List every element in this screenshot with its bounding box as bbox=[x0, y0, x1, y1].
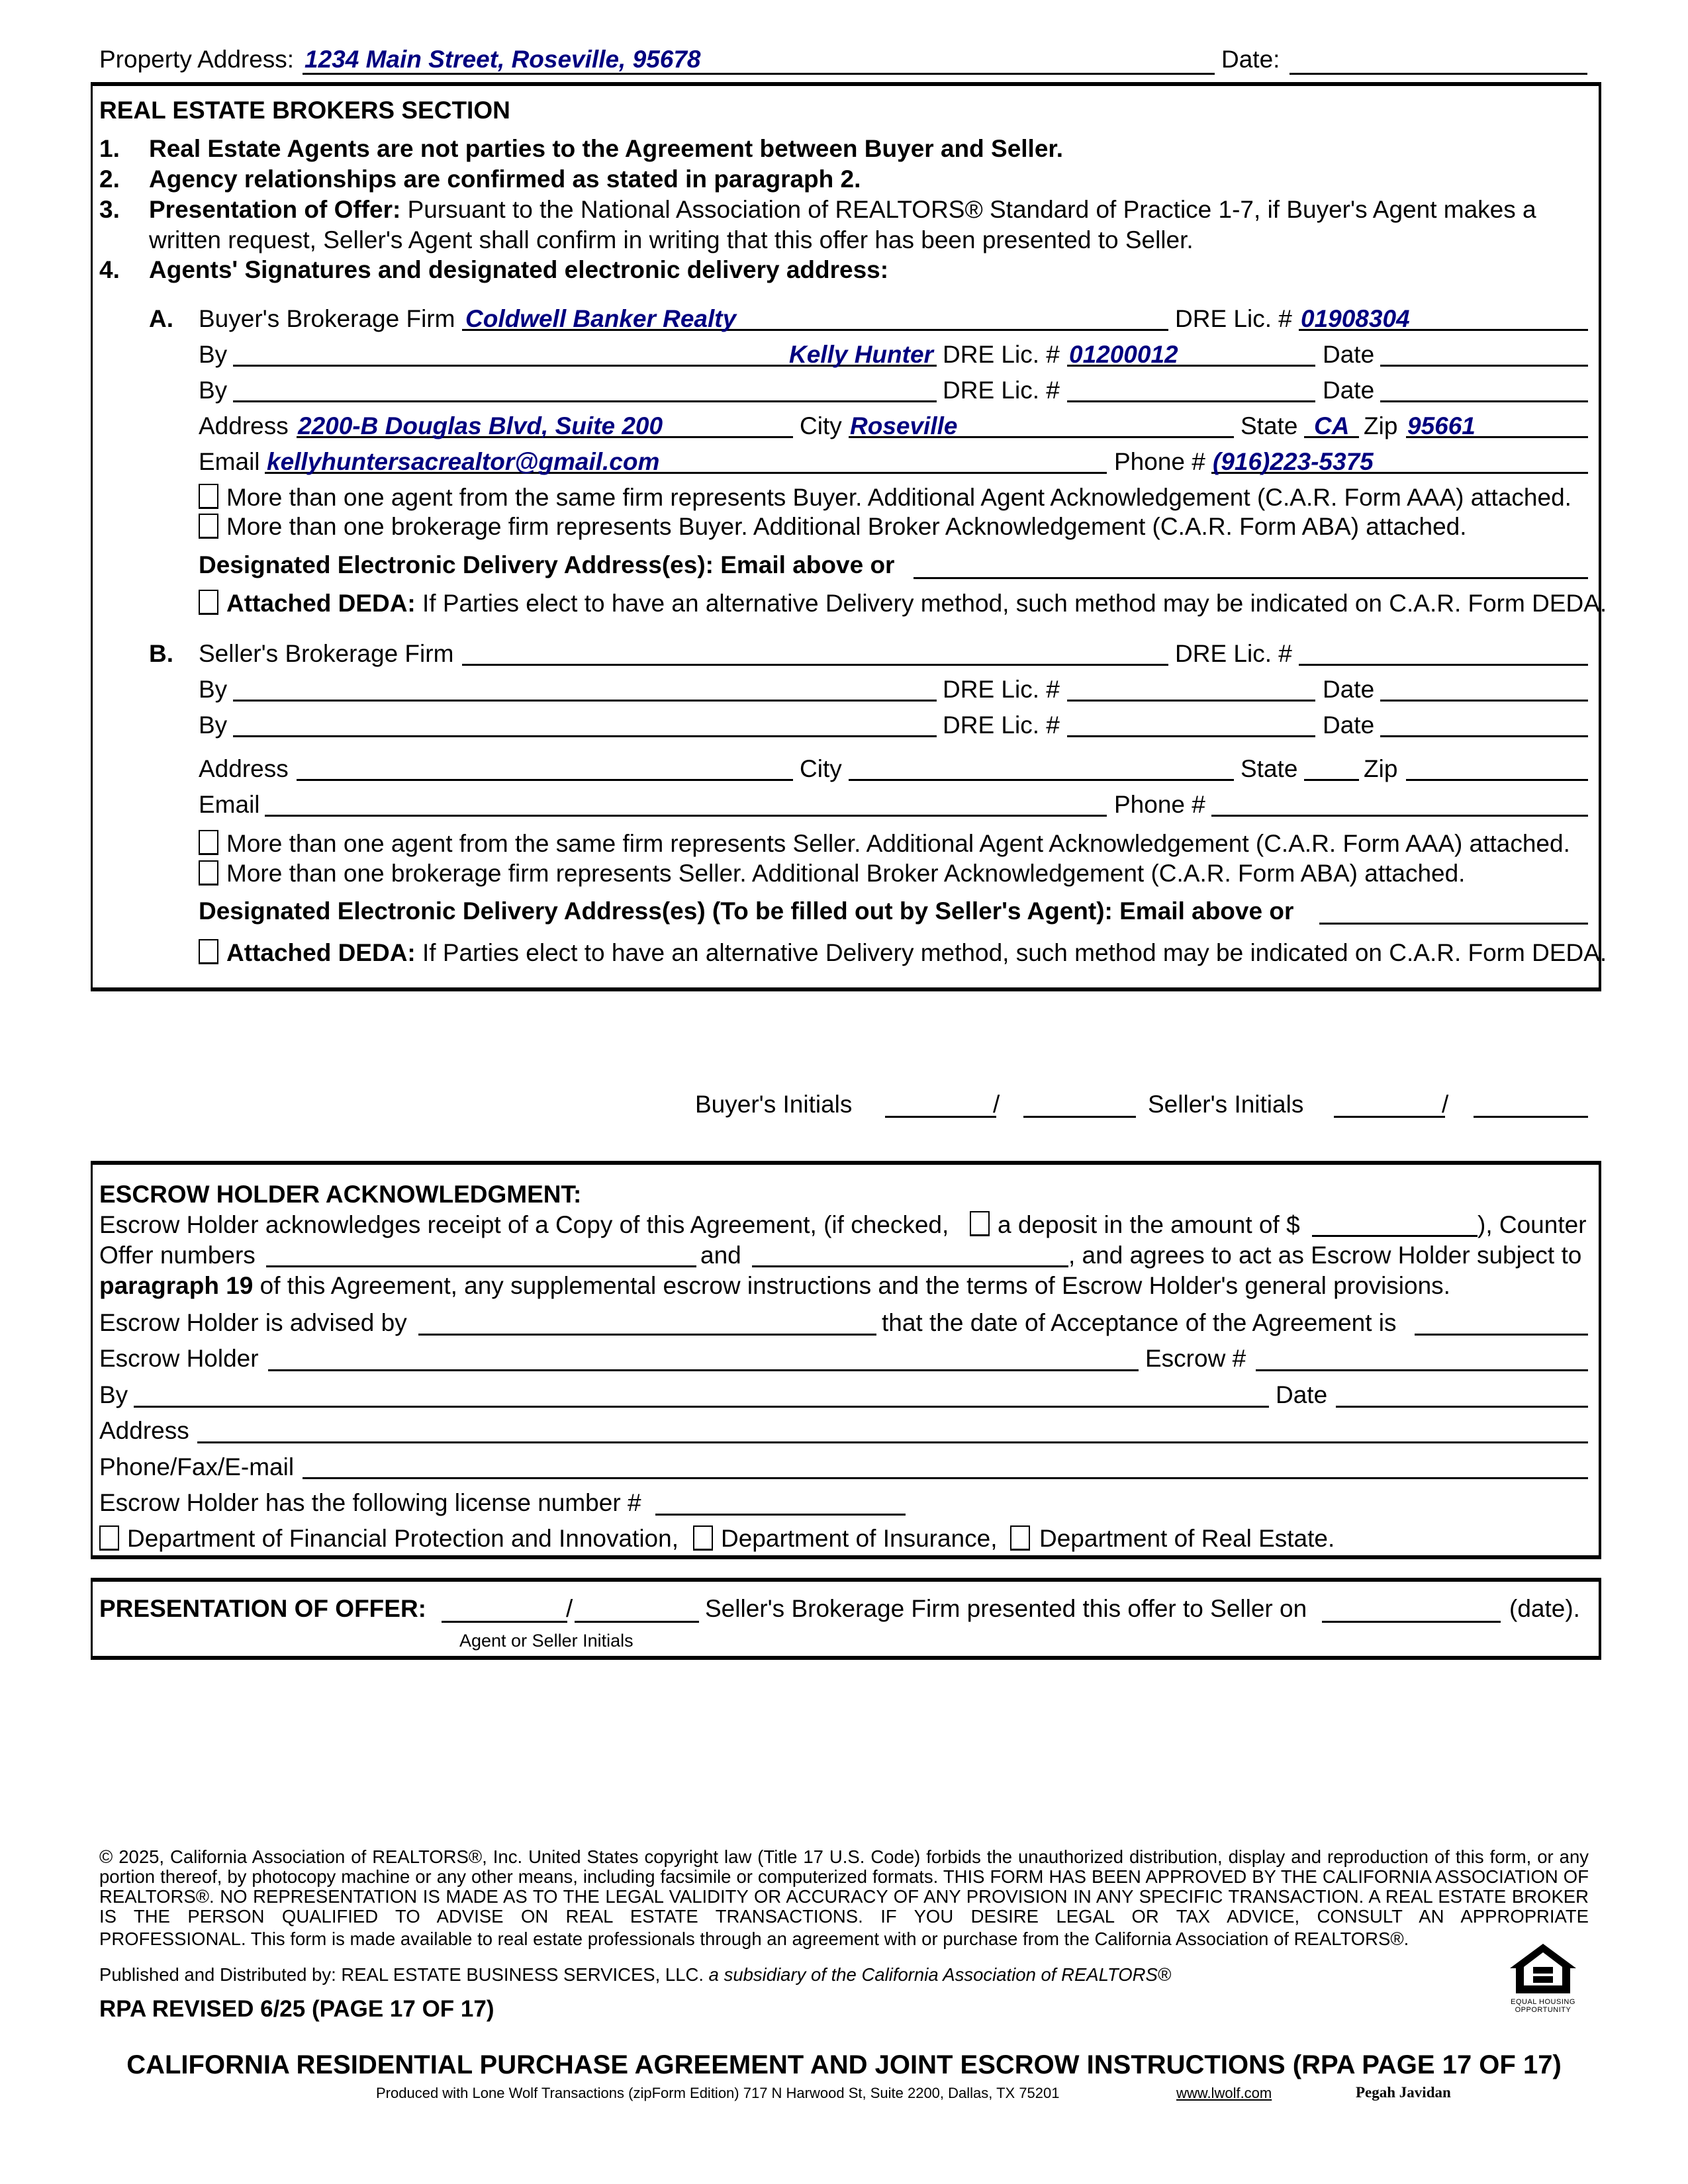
presentation-date-field[interactable] bbox=[1322, 1621, 1501, 1623]
seller-agent1-signature-field[interactable] bbox=[233, 700, 937, 702]
buyer-initials-field-2[interactable] bbox=[1023, 1116, 1136, 1118]
doi-label: Department of Insurance, bbox=[721, 1525, 998, 1552]
escrow-acceptance-date-field[interactable] bbox=[1415, 1334, 1588, 1336]
lwolf-link[interactable]: www.lwolf.com bbox=[1176, 2085, 1272, 2101]
presentation-date-suffix: (date). bbox=[1509, 1595, 1580, 1622]
escrow-line3-bold: paragraph 19 bbox=[99, 1272, 254, 1299]
seller-agent2-date-field[interactable] bbox=[1380, 735, 1588, 737]
buyer-address-value: 2200-B Douglas Blvd, Suite 200 bbox=[298, 412, 663, 439]
doi-checkbox[interactable] bbox=[693, 1525, 713, 1551]
buyer-state-label: State bbox=[1241, 412, 1298, 439]
item-1-text: Real Estate Agents are not parties to the Agreement between Buyer and Seller. bbox=[149, 135, 1064, 162]
date-field[interactable] bbox=[1289, 73, 1587, 75]
dfpi-checkbox[interactable] bbox=[99, 1525, 119, 1551]
buyer-aba-text: More than one brokerage firm represents Buyer. Additional Broker Acknowledgement (C.A.R. Form ABA) attached. bbox=[226, 513, 1467, 540]
escrow-date-field[interactable] bbox=[1336, 1406, 1588, 1408]
buyer-agent1-name: Kelly Hunter bbox=[789, 341, 933, 368]
buyer-initials-slash: / bbox=[993, 1091, 1000, 1118]
seller-address-field[interactable] bbox=[297, 779, 793, 781]
escrow-by-field[interactable] bbox=[134, 1406, 1269, 1408]
seller-firm-field[interactable] bbox=[462, 664, 1168, 666]
escrow-address-label: Address bbox=[99, 1417, 189, 1444]
seller-address-label: Address bbox=[199, 755, 289, 782]
seller-aaa-checkbox[interactable] bbox=[199, 830, 218, 855]
item-2-number: 2. bbox=[99, 165, 120, 193]
presentation-initials-field-2[interactable] bbox=[575, 1621, 699, 1623]
buyer-aaa-text: More than one agent from the same firm represents Buyer. Additional Agent Acknowledgement (C.A.R. Form AAA) attached. bbox=[226, 484, 1571, 511]
buyer-aaa-checkbox[interactable] bbox=[199, 484, 218, 509]
buyer-aba-checkbox[interactable] bbox=[199, 514, 218, 539]
item-2-text: Agency relationships are confirmed as stated in paragraph 2. bbox=[149, 165, 861, 193]
item-1-number: 1. bbox=[99, 135, 120, 162]
buyer-address-label: Address bbox=[199, 412, 289, 439]
form-revision: RPA REVISED 6/25 (PAGE 17 OF 17) bbox=[99, 1996, 494, 2022]
form-title: CALIFORNIA RESIDENTIAL PURCHASE AGREEMENT AND JOINT ESCROW INSTRUCTIONS (RPA PAGE 17 OF 17) bbox=[126, 2050, 1562, 2079]
buyer-agent1-dre-label: DRE Lic. # bbox=[943, 341, 1060, 368]
buyer-phone-label: Phone # bbox=[1114, 448, 1205, 475]
item-3-line1: Pursuant to the National Association of REALTORS® Standard of Practice 1-7, if Buyer's Agent makes a bbox=[400, 196, 1536, 223]
buyer-agent2-signature-field[interactable] bbox=[233, 400, 937, 402]
property-address-label: Property Address: bbox=[99, 46, 295, 73]
escrow-address-field[interactable] bbox=[197, 1441, 1588, 1443]
seller-initials-field-1[interactable] bbox=[1334, 1116, 1445, 1118]
buyer-agent2-date-field[interactable] bbox=[1380, 400, 1588, 402]
seller-by-label-1: By bbox=[199, 676, 228, 703]
buyer-city-label: City bbox=[800, 412, 842, 439]
buyer-agent1-dre-value: 01200012 bbox=[1069, 341, 1178, 368]
property-address-value: 1234 Main Street, Roseville, 95678 bbox=[305, 46, 701, 73]
copyright-notice: © 2025, California Association of REALTORS®, Inc. United States copyright law (Title 17 U.S. Code) forbids the unauthorized distribution, display and reproduction of this form, or any portion thereof, by photocopy machine or any other means, including facsimile or computerized formats. THIS FORM HAS BEEN APPROVED BY THE CALIFORNIA ASSOCIATION OF REALTORS®. NO REPRESENTATION IS MADE AS TO THE LEGAL VALIDITY OR ACCURACY OF ANY PROVISION IN ANY SPECIFIC TRANSACTION. A REAL ESTATE BROKER IS THE PERSON QUALIFIED TO ADVISE ON REAL ESTATE TRANSACTIONS. IF YOU DESIRE LEGAL OR TAX ADVICE, CONSULT AN APPROPRIATE bbox=[99, 1846, 1589, 1927]
seller-state-label: State bbox=[1241, 755, 1298, 782]
seller-attached-deda bbox=[226, 938, 1607, 968]
dre-checkbox[interactable] bbox=[1010, 1525, 1030, 1551]
escrow-advised-label: Escrow Holder is advised by bbox=[99, 1309, 407, 1336]
seller-aba-text: More than one brokerage firm represents Seller. Additional Broker Acknowledgement (C.A.R. Form ABA) attached. bbox=[226, 860, 1466, 887]
equal-housing-logo bbox=[1507, 1942, 1579, 2015]
escrow-line1-c: ), Counter bbox=[1477, 1211, 1587, 1238]
escrow-advised-by-field[interactable] bbox=[418, 1334, 876, 1336]
seller-attached-deda-label: Attached DEDA: bbox=[226, 939, 416, 966]
seller-agent1-dre-field[interactable] bbox=[1067, 700, 1315, 702]
buyer-firm-value: Coldwell Banker Realty bbox=[465, 305, 737, 332]
buyer-attached-deda-checkbox[interactable] bbox=[199, 590, 218, 615]
seller-agent2-dre-field[interactable] bbox=[1067, 735, 1315, 737]
item-3-number: 3. bbox=[99, 196, 120, 223]
seller-attached-deda-checkbox[interactable] bbox=[199, 939, 218, 964]
seller-initials-label: Seller's Initials bbox=[1148, 1091, 1304, 1118]
seller-attached-deda-text: If Parties elect to have an alternative Delivery method, such method may be indicated on C.A.R. Form DEDA. bbox=[415, 939, 1607, 966]
escrow-acceptance-label: that the date of Acceptance of the Agreement is bbox=[882, 1309, 1397, 1336]
presentation-title: PRESENTATION OF OFFER: bbox=[99, 1595, 427, 1622]
buyer-agent1-date-field[interactable] bbox=[1380, 365, 1588, 367]
buyer-email-label: Email bbox=[199, 448, 260, 475]
seller-agent1-date-field[interactable] bbox=[1380, 700, 1588, 702]
seller-agent2-signature-field[interactable] bbox=[233, 735, 937, 737]
seller-email-field[interactable] bbox=[265, 815, 1107, 817]
seller-initials-slash: / bbox=[1442, 1091, 1449, 1118]
seller-aba-checkbox[interactable] bbox=[199, 860, 218, 886]
buyer-firm-label: Buyer's Brokerage Firm bbox=[199, 305, 455, 332]
seller-email-label: Email bbox=[199, 791, 260, 818]
published-by bbox=[99, 1964, 1171, 1985]
escrow-line1-a: Escrow Holder acknowledges receipt of a Copy of this Agreement, (if checked, bbox=[99, 1211, 949, 1238]
escrow-deposit-checkbox[interactable] bbox=[970, 1211, 990, 1236]
escrow-holder-field[interactable] bbox=[268, 1369, 1139, 1371]
seller-agent1-dre-label: DRE Lic. # bbox=[943, 676, 1060, 703]
buyer-agent1-date-label: Date bbox=[1323, 341, 1375, 368]
escrow-line1-b: a deposit in the amount of $ bbox=[998, 1211, 1300, 1238]
buyer-phone-value: (916)223-5375 bbox=[1213, 448, 1374, 475]
item-4-text: Agents' Signatures and designated electronic delivery address: bbox=[149, 256, 889, 283]
seller-state-field[interactable] bbox=[1304, 779, 1359, 781]
buyer-agent2-dre-label: DRE Lic. # bbox=[943, 377, 1060, 404]
seller-deda-label: Designated Electronic Delivery Address(es) (To be filled out by Seller's Agent): Email above or bbox=[199, 897, 1294, 925]
escrow-line3 bbox=[99, 1271, 1450, 1300]
presentation-sub-label: Agent or Seller Initials bbox=[459, 1631, 633, 1651]
seller-firm-dre-field[interactable] bbox=[1299, 664, 1588, 666]
escrow-deposit-amount-field[interactable] bbox=[1312, 1235, 1477, 1237]
buyer-section-letter: A. bbox=[149, 305, 173, 332]
escrow-line2-c: , and agrees to act as Escrow Holder subject to bbox=[1068, 1242, 1582, 1269]
published-by-company: Published and Distributed by: REAL ESTATE BUSINESS SERVICES, LLC. bbox=[99, 1964, 704, 1985]
item-3-line2: written request, Seller's Agent shall confirm in writing that this offer has been presented to Seller. bbox=[149, 226, 1194, 253]
escrow-line2-b: and bbox=[700, 1242, 741, 1269]
escrow-license-field[interactable] bbox=[655, 1514, 906, 1516]
brokers-section-title: REAL ESTATE BROKERS SECTION bbox=[99, 97, 510, 124]
item-3-lead: Presentation of Offer: bbox=[149, 196, 401, 223]
buyer-attached-deda-text: If Parties elect to have an alternative Delivery method, such method may be indicated on C.A.R. Form DEDA. bbox=[415, 590, 1607, 617]
item-4-number: 4. bbox=[99, 256, 120, 283]
buyer-agent2-date-label: Date bbox=[1323, 377, 1375, 404]
published-by-subsidiary: a subsidiary of the California Association of REALTORS® bbox=[704, 1964, 1172, 1985]
copyright-last-line: PROFESSIONAL. This form is made available to real estate professionals through an agreement with or purchase from the California Association of REALTORS®. bbox=[99, 1929, 1409, 1949]
seller-firm-dre-label: DRE Lic. # bbox=[1175, 640, 1292, 667]
seller-zip-field[interactable] bbox=[1406, 779, 1588, 781]
buyer-by-label-2: By bbox=[199, 377, 228, 404]
escrow-line3-text: of this Agreement, any supplemental escrow instructions and the terms of Escrow Holder's general provisions. bbox=[253, 1272, 1450, 1299]
buyer-city-value: Roseville bbox=[850, 412, 958, 439]
escrow-holder-label: Escrow Holder bbox=[99, 1345, 259, 1372]
escrow-by-label: By bbox=[99, 1381, 128, 1408]
seller-agent1-date-label: Date bbox=[1323, 676, 1375, 703]
buyer-initials-label: Buyer's Initials bbox=[695, 1091, 853, 1118]
buyer-zip-label: Zip bbox=[1364, 412, 1398, 439]
presentation-initials-field-1[interactable] bbox=[442, 1621, 567, 1623]
equal-housing-house-icon bbox=[1507, 1942, 1579, 1995]
seller-aaa-text: More than one agent from the same firm represents Seller. Additional Agent Acknowledgement (C.A.R. Form AAA) attached. bbox=[226, 830, 1570, 857]
escrow-title: ESCROW HOLDER ACKNOWLEDGMENT: bbox=[99, 1181, 582, 1208]
seller-phone-label: Phone # bbox=[1114, 791, 1205, 818]
date-label: Date: bbox=[1221, 46, 1280, 73]
eho-line-2: OPPORTUNITY bbox=[1515, 2006, 1571, 2014]
seller-section-letter: B. bbox=[149, 640, 173, 667]
buyer-deda-label: Designated Electronic Delivery Address(es): Email above or bbox=[199, 551, 895, 578]
buyer-attached-deda-label: Attached DEDA: bbox=[226, 590, 416, 617]
escrow-line2-a: Offer numbers bbox=[99, 1242, 256, 1269]
dre-label: Department of Real Estate. bbox=[1039, 1525, 1335, 1552]
seller-firm-label: Seller's Brokerage Firm bbox=[199, 640, 454, 667]
seller-initials-field-2[interactable] bbox=[1474, 1116, 1588, 1118]
buyer-initials-field-1[interactable] bbox=[885, 1116, 996, 1118]
item-3-text bbox=[149, 195, 1592, 224]
escrow-number-label: Escrow # bbox=[1145, 1345, 1246, 1372]
produced-with: Produced with Lone Wolf Transactions (zipForm Edition) 717 N Harwood St, Suite 2200, Dallas, TX 75201 bbox=[376, 2085, 1060, 2101]
buyer-firm-dre-label: DRE Lic. # bbox=[1175, 305, 1292, 332]
buyer-attached-deda bbox=[226, 589, 1607, 618]
seller-city-label: City bbox=[800, 755, 842, 782]
seller-phone-field[interactable] bbox=[1211, 815, 1588, 817]
buyer-deda-field[interactable] bbox=[914, 577, 1588, 579]
buyer-zip-value: 95661 bbox=[1407, 412, 1476, 439]
seller-agent2-dre-label: DRE Lic. # bbox=[943, 711, 1060, 739]
escrow-phone-field[interactable] bbox=[303, 1477, 1588, 1479]
seller-city-field[interactable] bbox=[849, 779, 1234, 781]
eho-line-1: EQUAL HOUSING bbox=[1511, 1998, 1575, 2006]
escrow-date-label: Date bbox=[1276, 1381, 1328, 1408]
escrow-number-field[interactable] bbox=[1256, 1369, 1588, 1371]
user-name: Pegah Javidan bbox=[1356, 2084, 1451, 2101]
presentation-text: Seller's Brokerage Firm presented this offer to Seller on bbox=[705, 1595, 1307, 1622]
escrow-phone-label: Phone/Fax/E-mail bbox=[99, 1453, 295, 1480]
buyer-state-value: CA bbox=[1314, 412, 1350, 439]
escrow-license-label: Escrow Holder has the following license number # bbox=[99, 1489, 641, 1516]
buyer-agent2-dre-field[interactable] bbox=[1067, 400, 1315, 402]
buyer-firm-dre-value: 01908304 bbox=[1301, 305, 1410, 332]
buyer-by-label-1: By bbox=[199, 341, 228, 368]
presentation-slash: / bbox=[566, 1595, 573, 1622]
counter-offer-number-2-field[interactable] bbox=[752, 1265, 1068, 1267]
seller-by-label-2: By bbox=[199, 711, 228, 739]
seller-deda-field[interactable] bbox=[1319, 923, 1588, 925]
seller-zip-label: Zip bbox=[1364, 755, 1398, 782]
buyer-email-value: kellyhuntersacrealtor@gmail.com bbox=[267, 448, 660, 475]
seller-agent2-date-label: Date bbox=[1323, 711, 1375, 739]
counter-offer-number-1-field[interactable] bbox=[266, 1265, 696, 1267]
dfpi-label: Department of Financial Protection and Innovation, bbox=[127, 1525, 679, 1552]
